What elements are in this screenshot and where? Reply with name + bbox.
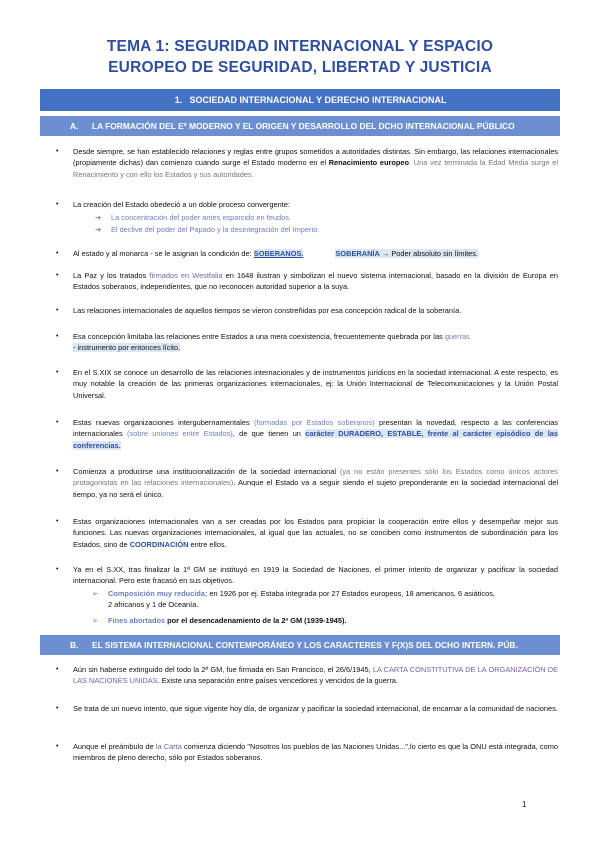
- subsection-heading-a: [40, 116, 560, 136]
- arrow-icon: ➔: [95, 225, 102, 234]
- bullet-icon: •: [56, 743, 59, 750]
- paragraph-relaciones: [56, 305, 558, 316]
- paragraph-preambulo: [56, 741, 558, 764]
- triangle-icon: ➢: [92, 589, 99, 598]
- subsection-heading-b: [40, 635, 560, 655]
- text: presentan la novedad, respecto a las conferencias internacionales: [73, 418, 558, 439]
- bullet-icon: •: [56, 272, 59, 279]
- sub-text: en 1926 por ej. Estaba integrada por 27 Estados europeos, 18 americanos, 6 asiáticos,: [207, 589, 495, 598]
- sub-item: [95, 224, 320, 235]
- bullet-icon: •: [56, 201, 59, 208]
- sub-text: La concentración del poder antes esparcido en feudos.: [111, 213, 291, 222]
- paragraph-coordinacion: [56, 516, 558, 550]
- text: → Poder absoluto sin límites.: [379, 249, 479, 258]
- paragraph-carta-onu: [56, 664, 559, 687]
- subsection-letter: B.: [70, 640, 79, 650]
- bullet-icon: •: [56, 566, 59, 573]
- bullet-icon: •: [56, 518, 59, 525]
- paragraph-siglo-xix: [56, 367, 558, 401]
- bullet-icon: •: [56, 369, 59, 376]
- highlight-text: Renacimiento europeo: [328, 158, 410, 168]
- bullet-icon: •: [56, 250, 59, 257]
- sub-text: El declive del poder del Papado y la desintegración del Imperio.: [111, 225, 320, 234]
- text: - instrumento por entonces lícito.: [73, 343, 181, 353]
- highlight-text: SOBERANOS.: [253, 249, 304, 258]
- bullet-icon: •: [56, 148, 59, 155]
- note-text: (ya no están presentes sólo los Estados como únicos actores protagonistas en las relaciones internacionales): [73, 467, 558, 488]
- bullet-icon: •: [56, 705, 59, 712]
- text: La creación del Estado obedeció a un doble proceso convergente:: [73, 200, 290, 209]
- text: Se trata de un nuevo intento, que sigue vigente hoy día, de organizar y pacificar la sociedad internacional, de encarnar a la comunidad de naciones.: [73, 704, 558, 713]
- triangle-icon: ➢: [92, 616, 99, 625]
- highlight-text: Composición muy reducida;: [108, 589, 208, 598]
- text: Comienza a producirse una institucionalización de la sociedad internacional: [73, 467, 340, 476]
- paragraph-nuevo-intento: [56, 703, 558, 714]
- subsection-label: LA FORMACIÓN DEL Eº MODERNO Y EL ORIGEN Y DESARROLLO DEL DCHO INTERNACIONAL PÚBLICO: [92, 121, 515, 131]
- bullet-icon: •: [56, 333, 59, 340]
- bullet-icon: •: [56, 468, 59, 475]
- page-title: [40, 36, 560, 78]
- paragraph-institucionalizacion: [56, 466, 558, 500]
- text: entre ellos.: [188, 539, 227, 549]
- highlight-text: SOBERANÍA: [335, 249, 380, 258]
- paragraph-organizaciones: [56, 417, 558, 451]
- bullet-icon: •: [56, 307, 59, 314]
- text: comienza diciendo "Nosotros los pueblos de las Naciones Unidas...",lo cierto es que la ONU está integrada, como miembros de pleno derecho, sólo por Estados soberanos.: [73, 742, 558, 763]
- paragraph-sociedad-naciones: [56, 564, 558, 587]
- text: Estas organizaciones internacionales van a ser creadas por los Estados para propiciar la cooperación entre ellos y desempeñar mejor sus funciones. Las nuevas organizaciones internacionales, al igual que las actuales, no se conciben como instrumentos de subordinación para los Estados, sino de: [73, 517, 558, 549]
- highlight-text: LA CARTA CONSTITUTIVA DE LA ORGANIZACIÓN DE LAS NACIONES UNIDAS: [73, 665, 559, 686]
- text: . Aunque el Estado va a seguir siendo el sujeto preponderante en la sociedad internacional del tiempo, ya no será el único.: [73, 478, 558, 499]
- text: en 1648 ilustran y simbolizan el nuevo sistema internacional, basado en la división de Europa en Estados soberanos, independientes, que no reconocen autoridad superior a la suya.: [73, 271, 559, 292]
- paragraph-estado-moderno: [56, 146, 559, 180]
- title-line-2: EUROPEO DE SEGURIDAD, LIBERTAD Y JUSTICIA: [108, 59, 492, 76]
- text: La Paz y los tratados: [73, 271, 150, 280]
- subsection-label: EL SISTEMA INTERNACIONAL CONTEMPORÁNEO Y LOS CARACTERES Y F(X)S DEL DCHO INTERN. PÚB.: [92, 640, 518, 650]
- text: Al estado y al monarca - se le asignan la condición de:: [73, 249, 254, 258]
- highlight-text: COORDINACIÓN: [129, 539, 189, 549]
- text: Esa concepción limitaba las relaciones entre Estados a una mera coexistencia, frecuentemente quebrada por las: [73, 332, 445, 341]
- highlight-text: firmados en Westfalia: [149, 271, 223, 280]
- paragraph-soberania: [56, 248, 558, 259]
- sub-item: [95, 212, 291, 223]
- text: Las relaciones internacionales de aquellos tiempos se vieron constreñidas por esa concepción radical de la soberanía.: [73, 306, 462, 315]
- page-number: 1: [522, 800, 527, 809]
- section-heading-1: [40, 89, 560, 111]
- highlight-text: Fines abortados: [108, 616, 166, 625]
- section-label: SOCIEDAD INTERNACIONAL Y DERECHO INTERNACIONAL: [189, 95, 447, 105]
- note-text: . Una vez terminada la Edad Media surge el Renacimiento y con ello los Estados y sus autoridades.: [73, 158, 559, 179]
- highlight-text: la Carta: [155, 742, 182, 751]
- sub-text: por el desencadenamiento de la 2ª GM (1939-1945).: [165, 616, 347, 625]
- arrow-icon: ➔: [95, 213, 102, 222]
- text: Aún sin haberse extinguido del todo la 2ª GM, fue firmada en San Francisco, el 26/6/1945,: [73, 665, 373, 674]
- text: Aunque el preámbulo de: [73, 742, 156, 751]
- highlight-text: guerras: [444, 332, 470, 341]
- note-text: (sobre uniones entre Estados): [127, 429, 233, 439]
- text: , de que tienen un: [232, 429, 306, 439]
- title-line-1: TEMA 1: SEGURIDAD INTERNACIONAL Y ESPACIO: [106, 38, 494, 55]
- paragraph-creacion-estado: [56, 199, 558, 210]
- paragraph-coexistencia: [56, 331, 558, 354]
- text: En el S.XIX se conoce un desarrollo de las relaciones internacionales y de instrumentos jurídicos en la sociedad internacional. A este respecto, es muy notable la creación de las primeras organizaciones internacionales, ej: la Unión Internacional de Telecomunicaciones y la Unión Postal Universal.: [73, 368, 558, 400]
- sub-text: 2 africanos y 1 de Oceanía.: [108, 600, 199, 609]
- sub-item: [92, 615, 347, 626]
- paragraph-westfalia: [56, 270, 559, 293]
- text: Estas nuevas organizaciones intergubernamentales: [73, 418, 254, 427]
- subsection-letter: A.: [70, 121, 79, 131]
- sub-item: [92, 588, 558, 610]
- bullet-icon: •: [56, 419, 59, 426]
- note-text: (formadas por Estados soberanos): [253, 418, 375, 427]
- text: . Existe una separación entre países vencedores y vencidos de la guerra.: [157, 676, 398, 686]
- text: Ya en el S.XX, tras finalizar la 1ª GM se instituyó en 1919 la Sociedad de Naciones, el primer intento de organizar y pacificar la sociedad internacional. Pero este fracasó en sus objetivos.: [73, 565, 558, 586]
- highlight-text: carácter DURADERO, ESTABLE, frente al carácter episódico de las conferencias.: [73, 429, 558, 450]
- text: Desde siempre, se han establecido relaciones y reglas entre grupos sometidos a autoridades distintas. Sin embargo, las relaciones internacionales (propiamente dichas) dan comienzo cuando surge el Estado moderno en el: [73, 147, 558, 168]
- bullet-icon: •: [56, 666, 59, 673]
- section-number: 1.: [174, 95, 183, 105]
